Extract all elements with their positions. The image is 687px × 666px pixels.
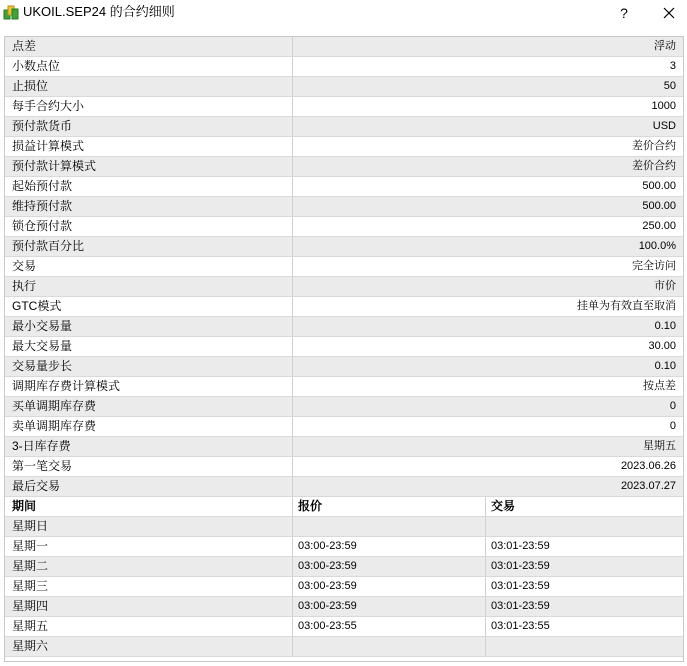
property-row[interactable]: [5, 337, 684, 357]
property-value: 3: [669, 60, 676, 72]
property-row[interactable]: [5, 137, 684, 157]
property-name: 交易量步长: [5, 357, 293, 376]
property-value: 100.0%: [638, 240, 676, 252]
property-name: GTC模式: [5, 297, 293, 316]
property-row[interactable]: [5, 297, 684, 317]
property-row[interactable]: [5, 217, 684, 237]
session-day: 星期三: [5, 577, 293, 596]
session-row[interactable]: [5, 537, 684, 557]
session-day: 星期二: [5, 557, 293, 576]
property-value: 500.00: [642, 200, 676, 212]
property-row[interactable]: [5, 277, 684, 297]
session-day: 星期一: [5, 537, 293, 556]
property-value: 完全访问: [632, 260, 676, 272]
property-name: 预付款计算模式: [5, 157, 293, 176]
session-day: 星期四: [5, 597, 293, 616]
session-trade-hours: 03:01-23:59: [491, 540, 550, 552]
property-name: 点差: [5, 37, 293, 56]
help-icon: ?: [620, 5, 628, 21]
property-name: 最大交易量: [5, 337, 293, 356]
property-value: 2023.06.26: [620, 460, 676, 472]
property-name: 起始预付款: [5, 177, 293, 196]
app-icon: [3, 4, 19, 20]
property-value: 0: [669, 420, 676, 432]
session-trade-hours: [486, 637, 684, 656]
property-name: 买单调期库存费: [5, 397, 293, 416]
property-name: 预付款货币: [5, 117, 293, 136]
property-value: 0.10: [654, 320, 676, 332]
close-icon: [663, 7, 675, 19]
sessions-header-trade: 交易: [491, 499, 516, 513]
property-row[interactable]: [5, 77, 684, 97]
property-row[interactable]: [5, 377, 684, 397]
property-name: 卖单调期库存费: [5, 417, 293, 436]
property-row[interactable]: [5, 237, 684, 257]
session-row[interactable]: [5, 637, 684, 657]
property-name: 锁仓预付款: [5, 217, 293, 236]
session-day: 星期五: [5, 617, 293, 636]
session-row[interactable]: [5, 577, 684, 597]
property-row[interactable]: [5, 357, 684, 377]
session-quote-hours: [293, 517, 486, 536]
property-name: 小数点位: [5, 57, 293, 76]
session-quote-hours: 03:00-23:59: [293, 597, 486, 616]
help-button[interactable]: [602, 0, 646, 26]
session-trade-hours: 03:01-23:55: [491, 620, 550, 632]
session-quote-hours: 03:00-23:59: [293, 577, 486, 596]
property-name: 最小交易量: [5, 317, 293, 336]
property-value: 1000: [651, 100, 676, 112]
specification-grid: [4, 36, 684, 662]
property-name: 第一笔交易: [5, 457, 293, 476]
property-name: 3-日库存费: [5, 437, 293, 456]
property-value: 500.00: [642, 180, 676, 192]
property-value: 差价合约: [632, 140, 676, 152]
close-button[interactable]: [647, 0, 687, 26]
session-day: 星期六: [5, 637, 293, 656]
session-quote-hours: [293, 637, 486, 656]
property-row[interactable]: [5, 117, 684, 137]
property-value: 30.00: [648, 340, 676, 352]
property-value: 50: [663, 80, 676, 92]
property-row[interactable]: [5, 257, 684, 277]
sessions-header-row: [5, 497, 684, 517]
property-row[interactable]: [5, 97, 684, 117]
sessions-header-day: 期间: [5, 497, 293, 516]
session-trade-hours: 03:01-23:59: [491, 560, 550, 572]
session-quote-hours: 03:00-23:55: [293, 617, 486, 636]
property-row[interactable]: [5, 477, 684, 497]
property-name: 最后交易: [5, 477, 293, 496]
property-value: 0.10: [654, 360, 676, 372]
property-value: 挂单为有效直至取消: [577, 300, 676, 312]
session-trade-hours: [486, 517, 684, 536]
property-name: 止损位: [5, 77, 293, 96]
property-value: 2023.07.27: [620, 480, 676, 492]
property-value: 浮动: [654, 40, 676, 52]
session-quote-hours: 03:00-23:59: [293, 537, 486, 556]
property-name: 每手合约大小: [5, 97, 293, 116]
property-row[interactable]: [5, 397, 684, 417]
session-quote-hours: 03:00-23:59: [293, 557, 486, 576]
property-row[interactable]: [5, 197, 684, 217]
property-name: 调期库存费计算模式: [5, 377, 293, 396]
property-name: 维持预付款: [5, 197, 293, 216]
session-row[interactable]: [5, 597, 684, 617]
property-row[interactable]: [5, 177, 684, 197]
property-row[interactable]: [5, 417, 684, 437]
session-day: 星期日: [5, 517, 293, 536]
property-value: 星期五: [643, 440, 676, 452]
sessions-header-quote: 报价: [293, 497, 486, 516]
session-trade-hours: 03:01-23:59: [491, 600, 550, 612]
property-value: 0: [669, 400, 676, 412]
property-row[interactable]: [5, 317, 684, 337]
session-row[interactable]: [5, 617, 684, 637]
property-value: USD: [652, 120, 676, 132]
property-row[interactable]: [5, 457, 684, 477]
property-name: 损益计算模式: [5, 137, 293, 156]
session-row[interactable]: [5, 557, 684, 577]
window-title: UKOIL.SEP24 的合约细则: [23, 4, 175, 19]
property-name: 预付款百分比: [5, 237, 293, 256]
property-name: 交易: [5, 257, 293, 276]
property-row[interactable]: [5, 157, 684, 177]
property-value: 按点差: [643, 380, 676, 392]
property-value: 250.00: [642, 220, 676, 232]
session-trade-hours: 03:01-23:59: [491, 580, 550, 592]
session-row[interactable]: [5, 517, 684, 537]
property-name: 执行: [5, 277, 293, 296]
title-bar[interactable]: [0, 0, 687, 26]
property-row[interactable]: [5, 37, 684, 57]
property-row[interactable]: [5, 437, 684, 457]
property-value: 差价合约: [632, 160, 676, 172]
property-value: 市价: [654, 280, 676, 292]
property-row[interactable]: [5, 57, 684, 77]
